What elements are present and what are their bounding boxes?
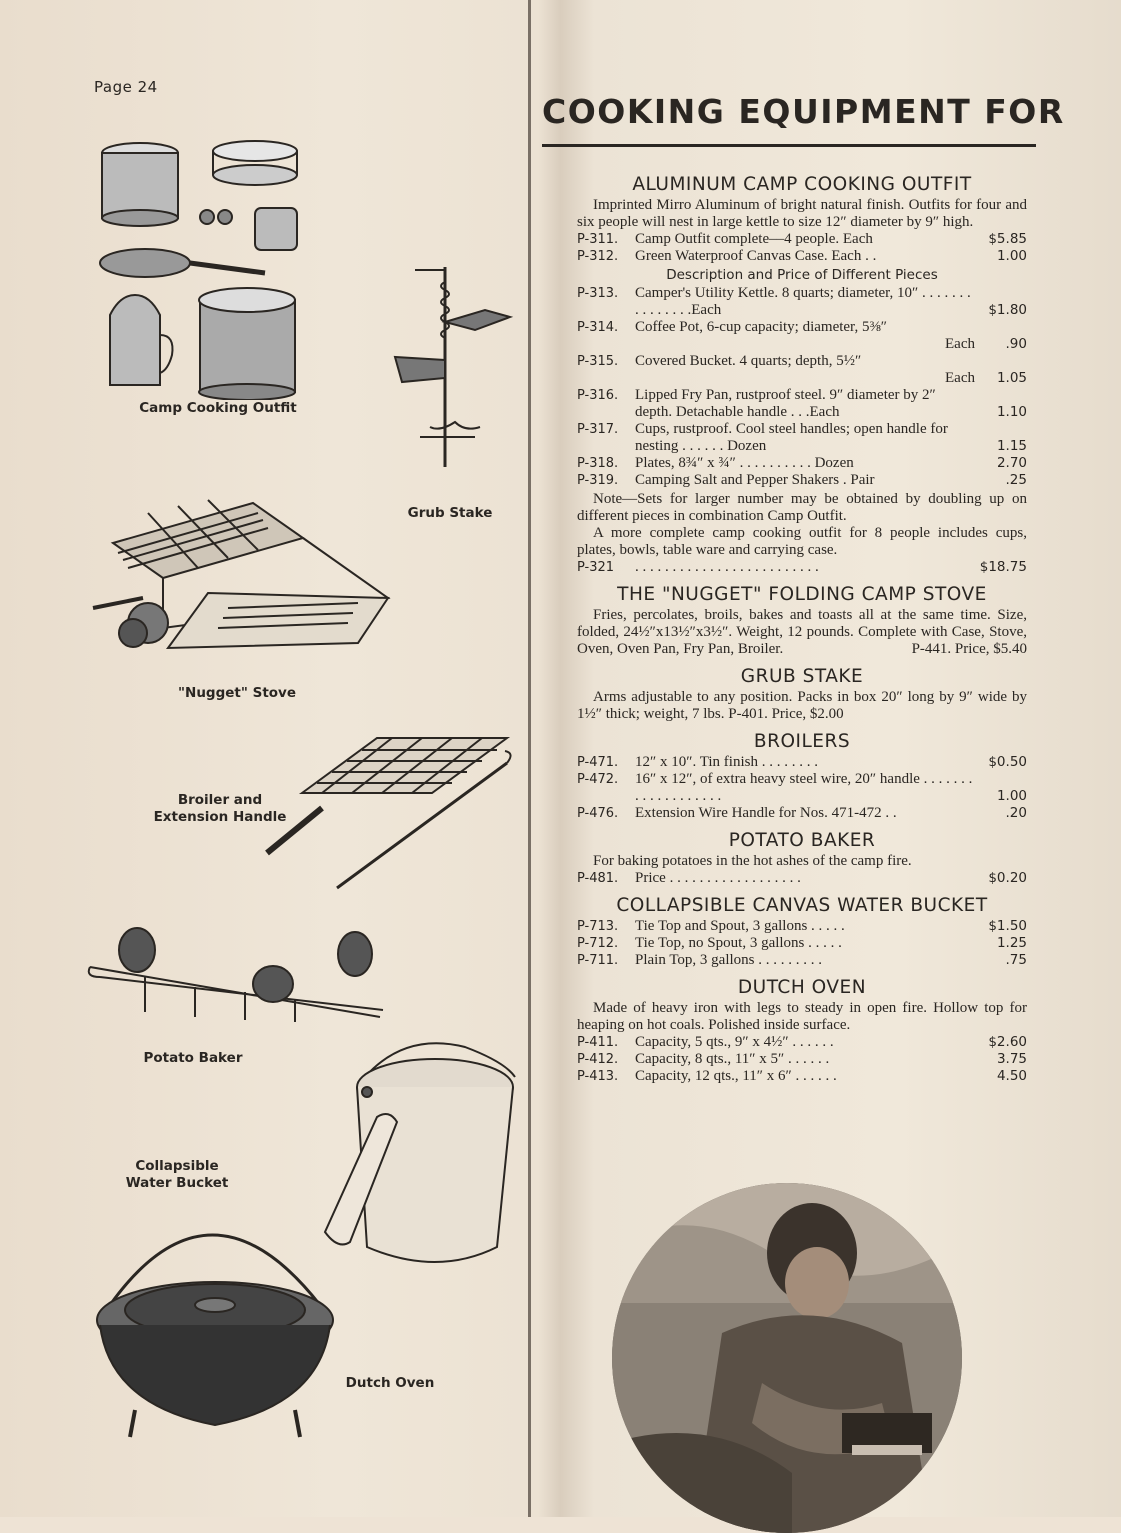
item-description: Capacity, 12 qts., 11″ x 6″ . . . . . . <box>635 1068 837 1084</box>
item-description: Camper's Utility Kettle. 8 quarts; diameter, 10″ . . . . . . . . . . . . . . .Each <box>635 285 971 318</box>
item-code: P-413. <box>577 1069 619 1084</box>
nugget-stove-price: P-441. Price, $5.40 <box>911 641 1027 657</box>
item-price: $0.50 <box>988 754 1027 770</box>
item-description: Camping Salt and Pepper Shakers . Pair <box>635 472 875 488</box>
item-price: $2.60 <box>988 1034 1027 1050</box>
item-price: 4.50 <box>996 1068 1027 1084</box>
potato-baker-title: POTATO BAKER <box>728 830 876 851</box>
item-code: P-471. <box>577 755 619 770</box>
page-number: Page 24 <box>94 78 158 96</box>
item-code: P-314. <box>577 320 619 335</box>
item-price: $0.20 <box>988 870 1027 886</box>
item-price: 1.00 <box>996 788 1027 804</box>
item-price: 3.75 <box>996 1051 1027 1067</box>
item-code: P-315. <box>577 354 619 369</box>
item-unit: Each <box>945 370 975 386</box>
item-description: 12″ x 10″. Tin finish . . . . . . . . <box>635 754 818 770</box>
item-code: P-313. <box>577 286 619 301</box>
item-description: Green Waterproof Canvas Case. Each . . <box>635 248 877 264</box>
page-spine-divider <box>528 0 531 1517</box>
item-code: P-316. <box>577 388 619 403</box>
item-price: $18.75 <box>979 559 1027 575</box>
price-row <box>577 248 1027 265</box>
item-code: P-311. <box>577 232 619 247</box>
camper-cooking-photo <box>612 1183 962 1533</box>
price-row <box>577 771 1027 805</box>
price-row <box>577 805 1027 822</box>
item-code: P-319. <box>577 473 619 488</box>
item-description: Extension Wire Handle for Nos. 471-472 . . <box>635 805 897 821</box>
camper-photo-image <box>612 1183 962 1533</box>
price-row <box>577 353 1027 387</box>
potato-baker-illustration <box>85 922 390 1027</box>
price-row <box>577 935 1027 952</box>
grub-stake-text: Arms adjustable to any position. Packs in box 20″ long by 9″ wide by 1½″ thick; weight, 7 lbs. P-401. Price, $2.00 <box>577 689 1027 722</box>
item-code: P-712. <box>577 936 619 951</box>
item-price: $1.50 <box>988 918 1027 934</box>
camp-cooking-outfit-illustration <box>95 135 310 400</box>
item-description-block <box>635 353 975 387</box>
dutch-oven-illustration <box>90 1225 340 1445</box>
grub-stake-illustration <box>360 262 520 472</box>
price-row <box>577 387 1027 421</box>
item-code: P-318. <box>577 456 619 471</box>
item-price: $1.80 <box>988 302 1027 318</box>
price-row <box>577 231 1027 248</box>
aluminum-outfit-title: ALUMINUM CAMP COOKING OUTFIT <box>632 174 972 195</box>
item-description: Plates, 8¾″ x ¾″ . . . . . . . . . . Dozen <box>635 455 854 471</box>
caption-nugget-stove: "Nugget" Stove <box>177 685 297 701</box>
caption-broiler-line1: Broiler and <box>177 792 263 808</box>
item-price: 1.25 <box>996 935 1027 951</box>
item-description: Tie Top, no Spout, 3 gallons . . . . . <box>635 935 842 951</box>
item-description: Tie Top and Spout, 3 gallons . . . . . <box>635 918 845 934</box>
item-code: P-481. <box>577 871 619 886</box>
item-code: P-312. <box>577 249 619 264</box>
price-row <box>577 952 1027 969</box>
item-code: P-412. <box>577 1052 619 1067</box>
price-row <box>577 1068 1027 1085</box>
item-description: Coffee Pot, 6-cup capacity; diameter, 5⅜″ <box>635 319 887 335</box>
price-row <box>577 754 1027 771</box>
note-complete-outfit: A more complete camp cooking outfit for 8 people includes cups, plates, bowls, table ware and carrying case. <box>577 525 1027 558</box>
item-price: .25 <box>1005 472 1027 488</box>
item-price: 1.05 <box>996 370 1027 386</box>
price-row <box>577 1034 1027 1051</box>
aluminum-outfit-intro: Imprinted Mirro Aluminum of bright natural finish. Outfits for four and six people will nest in large kettle to size 12″ diameter by 9″ high. <box>577 197 1027 230</box>
item-code: P-711. <box>577 953 619 968</box>
item-code: P-411. <box>577 1035 619 1050</box>
caption-bucket-line2: Water Bucket <box>125 1175 229 1191</box>
item-code: P-476. <box>577 806 619 821</box>
item-price: .20 <box>1005 805 1027 821</box>
item-price: .90 <box>1005 336 1027 352</box>
price-row <box>577 870 1027 887</box>
item-description: Camp Outfit complete––4 people. Each <box>635 231 873 247</box>
item-price: $5.85 <box>988 231 1027 247</box>
nugget-stove-title: THE "NUGGET" FOLDING CAMP STOVE <box>617 584 987 605</box>
pieces-subtitle: Description and Price of Different Pieces <box>666 267 938 283</box>
caption-potato-baker: Potato Baker <box>143 1050 243 1066</box>
item-description: 16″ x 12″, of extra heavy steel wire, 20″ handle . . . . . . . . . . . . . . . . . . . <box>635 771 973 804</box>
price-row <box>577 319 1027 353</box>
item-description: Lipped Fry Pan, rustproof steel. 9″ diameter by 2″ depth. Detachable handle . . .Each <box>635 387 936 420</box>
price-row <box>577 1051 1027 1068</box>
item-code: P-317. <box>577 422 619 437</box>
item-price: 1.00 <box>996 248 1027 264</box>
price-row <box>577 421 1027 455</box>
caption-bucket-line1: Collapsible <box>135 1158 219 1174</box>
price-row <box>577 285 1027 319</box>
potato-baker-text: For baking potatoes in the hot ashes of the camp fire. <box>593 853 912 869</box>
item-code: P-713. <box>577 919 619 934</box>
caption-dutch-oven: Dutch Oven <box>345 1375 435 1391</box>
caption-water-bucket <box>117 1158 237 1192</box>
item-unit: Each <box>945 336 975 352</box>
headline-rule <box>542 144 1036 147</box>
broilers-title: BROILERS <box>753 731 851 752</box>
caption-broiler-line2: Extension Handle <box>153 809 287 825</box>
item-description: Cups, rustproof. Cool steel handles; open handle for nesting . . . . . . Dozen <box>635 421 948 454</box>
dutch-oven-text: Made of heavy iron with legs to steady in open fire. Hollow top for heaping on hot coals. Polished inside surface. <box>577 1000 1027 1033</box>
item-description: Capacity, 8 qts., 11″ x 5″ . . . . . . <box>635 1051 830 1067</box>
item-leader-dots: . . . . . . . . . . . . . . . . . . . . . . . . . <box>635 559 819 575</box>
dutch-oven-title: DUTCH OVEN <box>737 977 867 998</box>
broiler-illustration <box>262 728 517 893</box>
item-description-block <box>635 319 975 353</box>
item-code: P-472. <box>577 772 619 787</box>
caption-grub-stake: Grub Stake <box>407 505 493 521</box>
item-code: P-321 <box>577 560 615 575</box>
price-row <box>577 455 1027 472</box>
nugget-stove-illustration <box>88 498 393 658</box>
item-description: Plain Top, 3 gallons . . . . . . . . . <box>635 952 823 968</box>
caption-camp-cooking-outfit: Camp Cooking Outfit <box>139 400 297 416</box>
note-larger-sets: Note—Sets for larger number may be obtained by doubling up on different pieces in combination Camp Outfit. <box>577 491 1027 524</box>
catalog-content <box>577 173 1027 1085</box>
price-row <box>577 918 1027 935</box>
nugget-stove-text: Fries, percolates, broils, bakes and toasts all at the same time. Size, folded, 24½″x13½″x3½″. Weight, 12 pounds. Complete with Case, Stove, Oven, Oven Pan, Fry Pan, Broiler. <box>577 607 1027 657</box>
item-price: 1.15 <box>996 438 1027 454</box>
caption-broiler <box>145 792 295 826</box>
water-bucket-title: COLLAPSIBLE CANVAS WATER BUCKET <box>616 895 988 916</box>
item-description: Price . . . . . . . . . . . . . . . . . . <box>635 870 801 886</box>
item-description: Covered Bucket. 4 quarts; depth, 5½″ <box>635 353 862 369</box>
item-description: Capacity, 5 qts., 9″ x 4½″ . . . . . . <box>635 1034 834 1050</box>
price-row <box>577 559 1027 576</box>
item-price: 1.10 <box>996 404 1027 420</box>
item-price: .75 <box>1005 952 1027 968</box>
page-headline: COOKING EQUIPMENT FOR <box>542 92 1065 131</box>
item-price: 2.70 <box>996 455 1027 471</box>
price-row <box>577 472 1027 489</box>
grub-stake-title: GRUB STAKE <box>740 666 864 687</box>
